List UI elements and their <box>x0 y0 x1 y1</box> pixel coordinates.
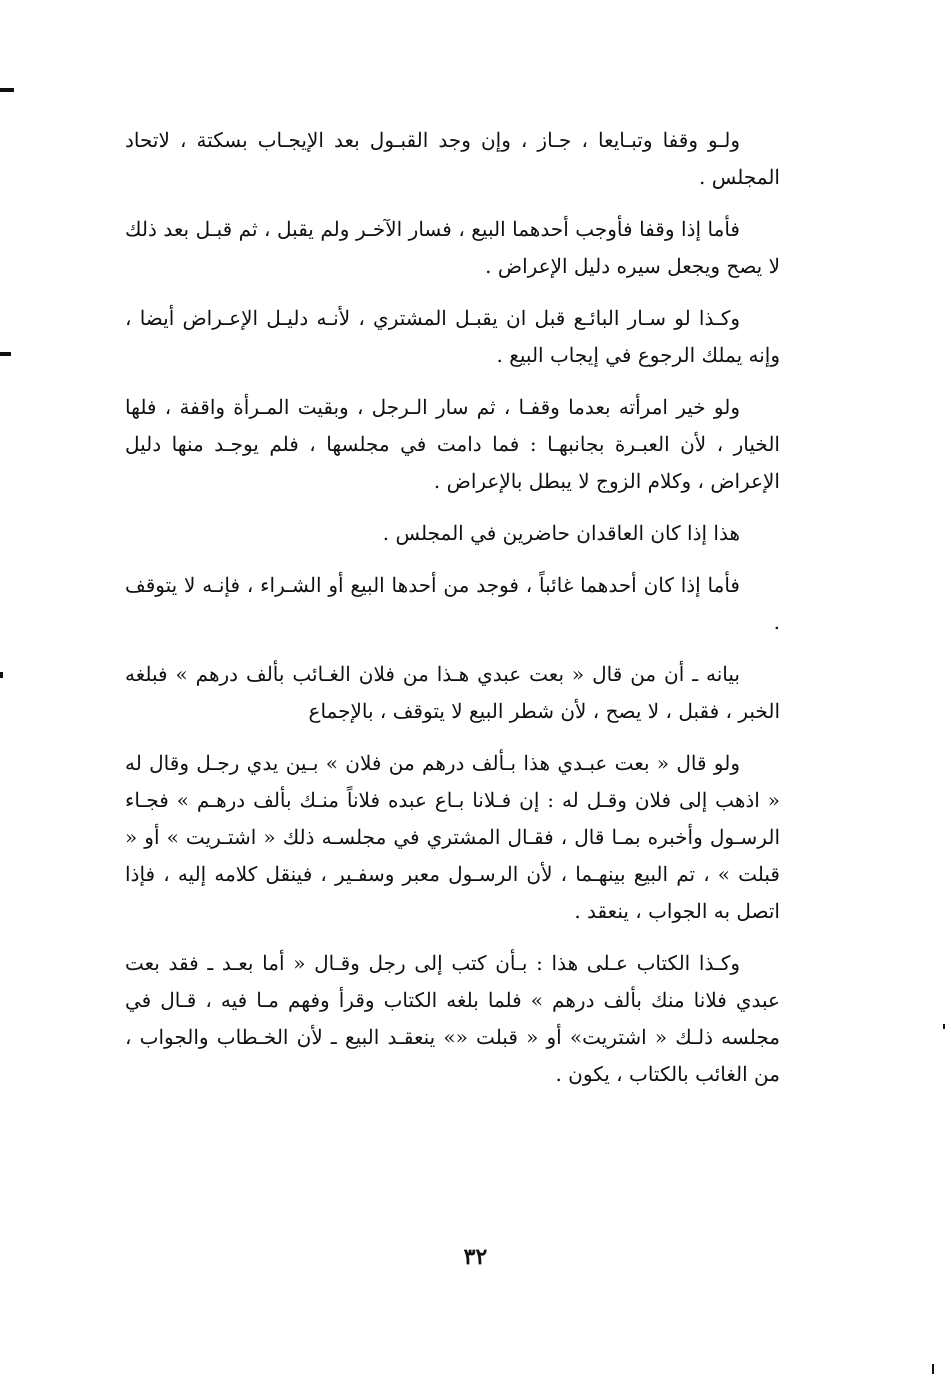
body-text <box>125 122 780 1108</box>
paragraph-5: هذا إذا كان العاقدان حاضرين في المجلس . <box>382 521 740 545</box>
page-number: ٣٢ <box>463 1244 488 1270</box>
scan-edge-mark <box>0 352 11 356</box>
paragraph-6: فأما إذا كان أحدهما غائباً ، فوجد من أحدها البيع أو الشـراء ، فإنـه لا يتوقف . <box>125 573 780 634</box>
paragraph-9: وكـذا الكتاب عـلى هذا : بـأن كتب إلى رجل وقـال « أما بعـد ـ فقد بعت عبدي فلانا منك بألف درهم » فلما بلغه الكتاب وقرأ وفهم مـا فيه ، قـال في مجلسه ذلـك « اشتريت» أو « قبلت «» ينعقـد البيع ـ لأن الخـطاب والجواب ، من الغائب بالكتاب ، يكون . <box>125 951 780 1086</box>
paragraph-7: بيانه ـ أن من قال « بعت عبدي هـذا من فلان الغـائب بألف درهم » فبلغه الخبر ، فقبل ، لا يصح ، لأن شطر البيع لا يتوقف ، بالإجماع <box>125 662 780 723</box>
paragraph-3: وكـذا لو سـار البائـع قبل ان يقبـل المشتري ، لأنـه دليـل الإعـراض أيضا ، وإنه يملك الرجوع في إيجاب البيع . <box>125 306 780 367</box>
scan-edge-mark <box>0 88 14 92</box>
scan-edge-mark <box>932 1364 934 1374</box>
paragraph-1: ولـو وقفا وتبـايعا ، جـاز ، وإن وجد القبـول بعد الإيجـاب بسكتة ، لاتحاد المجلس . <box>125 128 780 189</box>
scan-edge-mark <box>0 672 3 678</box>
scan-edge-mark <box>943 1024 945 1029</box>
paragraph-2: فأما إذا وقفا فأوجب أحدهما البيع ، فسار الآخـر ولم يقبل ، ثم قبـل بعد ذلك لا يصح ويجعل سيره دليل الإعراض . <box>125 217 780 278</box>
paragraph-4: ولو خير امرأته بعدما وقفـا ، ثم سار الـرجل ، وبقيت المـرأة واقفة ، فلها الخيار ، لأن العبـرة بجانبهـا : فما دامت في مجلسها ، فلم يوجـد منها دليل الإعراض ، وكلام الزوج لا يبطل بالإعراض . <box>125 395 780 493</box>
paragraph-8: ولو قال « بعت عبـدي هذا بـألف درهم من فلان » بـين يدي رجـل وقال له « اذهب إلى فلان وقـل له : إن فـلانا بـاع عبده فلاناً منـك بألف درهـم » فجـاء الرسـول وأخبره بمـا قال ، فقـال المشتري في مجلسـه ذلك « اشتـريت » أو « قبلت » ، تم البيع بينهـما ، لأن الرسـول معبر وسفـير ، فينقل كلامه إليه ، فإذا اتصل به الجواب ، ينعقد . <box>125 751 780 923</box>
